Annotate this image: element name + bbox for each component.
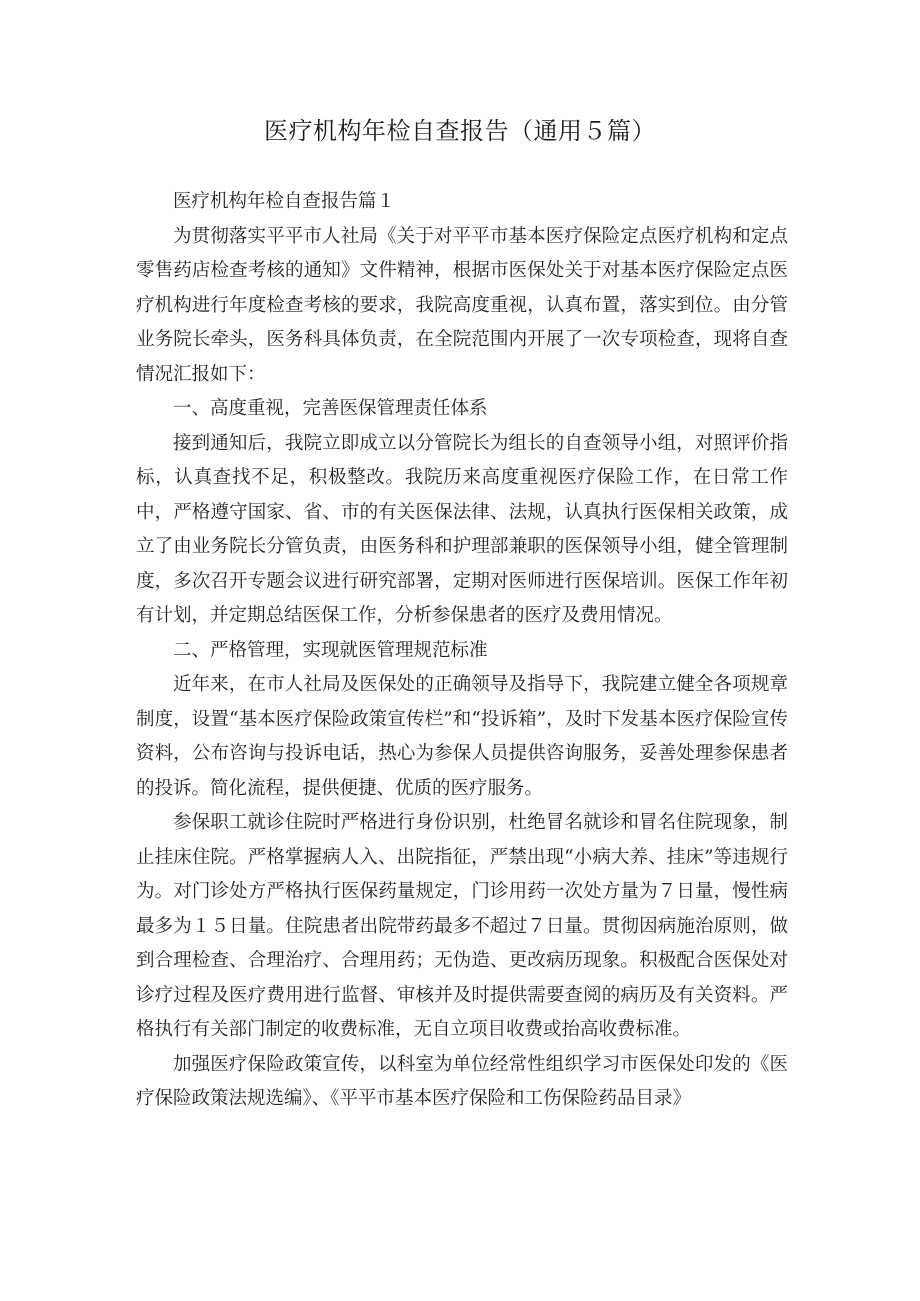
section-title: 医疗机构年检自查报告篇１	[173, 191, 396, 212]
paragraph-intro: 为贯彻落实平平市人社局《关于对平平市基本医疗保险定点医疗机构和定点零售药店检查考核的通知》文件精神，根据市医保处关于对基本医疗保险定点医疗机构进行年度检查考核的要求，我院高度重视，认真布置，落实到位。由分管业务院长牵头，医务科具体负责，在全院范围内开展了一次专项检查，现将自查情况汇报如下：	[136, 225, 788, 385]
paragraph-admission: 参保职工就诊住院时严格进行身份识别，杜绝冒名就诊和冒名住院现象，制止挂床住院。严格掌握病人入、出院指征，严禁出现“小病大养、挂床”等违规行为。对门诊处方严格执行医保药量规定，门诊用药一次处方量为７日量，慢性病最多为１５日量。住院患者出院带药最多不超过７日量。贯彻因病施治原则，做到合理检查、合理治疗、合理用药；无伪造、更改病历现象。积极配合医保处对诊疗过程及医疗费用进行监督、审核并及时提供需要查阅的病历及有关资料。严格执行有关部门制定的收费标准，无自立项目收费或抬高收费标准。	[136, 812, 788, 1040]
document-title: 医疗机构年检自查报告（通用５篇）	[264, 117, 656, 145]
heading-one: 一、高度重视，完善医保管理责任体系	[173, 398, 488, 419]
heading-two: 二、严格管理，实现就医管理规范标准	[173, 639, 488, 661]
paragraph-responsibility: 接到通知后，我院立即成立以分管院长为组长的自查领导小组，对照评价指标，认真查找不足，积极整改。我院历来高度重视医疗保险工作，在日常工作中，严格遵守国家、省、市的有关医保法律、法规，认真执行医保相关政策，成立了由业务院长分管负责，由医务科和护理部兼职的医保领导小组，健全管理制度，多次召开专题会议进行研究部署，定期对医师进行医保培训。医保工作年初有计划，并定期总结医保工作，分析参保患者的医疗及费用情况。	[136, 432, 788, 626]
paragraph-regulations: 近年来，在市人社局及医保处的正确领导及指导下，我院建立健全各项规章制度，设置“基本医疗保险政策宣传栏”和“投诉箱”，及时下发基本医疗保险宣传资料，公布咨询与投诉电话，热心为参保人员提供咨询服务，妥善处理参保患者的投诉。简化流程，提供便捷、优质的医疗服务。	[136, 674, 788, 799]
document-body	[136, 185, 788, 1117]
paragraph-publicity: 加强医疗保险政策宣传，以科室为单位经常性组织学习市医保处印发的《医疗保险政策法规选编》、《平平市基本医疗保险和工伤保险药品目录》	[136, 1053, 788, 1109]
